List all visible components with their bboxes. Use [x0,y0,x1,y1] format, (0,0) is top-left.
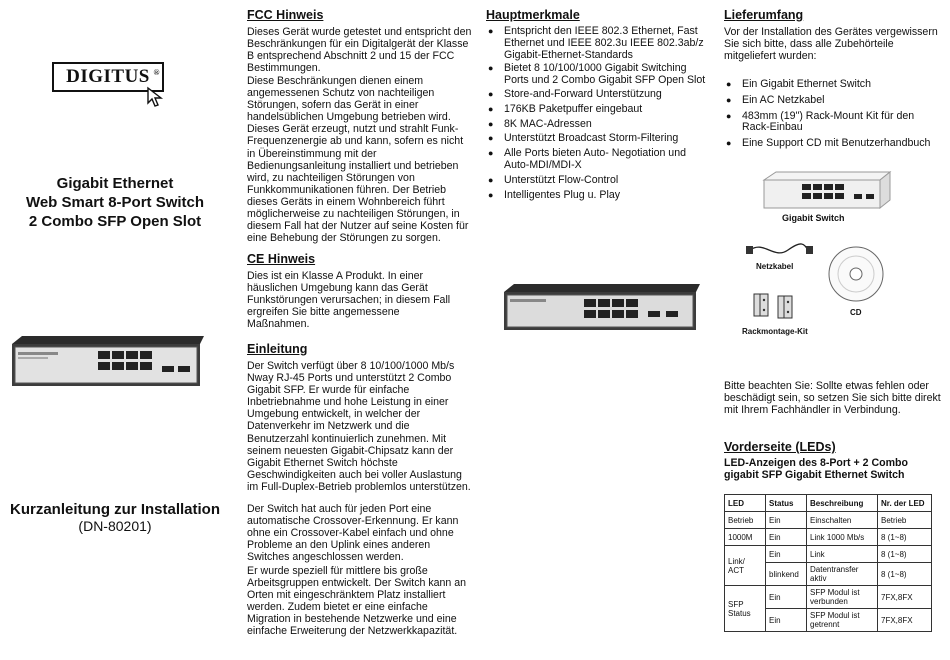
missing-items-note: Bitte beachten Sie: Sollte etwas fehlen oder beschädigt sein, so setzen Sie sich bitte direkt mit Ihrem Fachhändler in Verbindung. [724,380,941,417]
product-title-line-1: Gigabit Ethernet [56,175,174,192]
table-cell: 8 (1~8) [878,529,932,546]
table-cell: 8 (1~8) [878,546,932,563]
table-row [725,512,932,529]
fcc-heading: FCC Hinweis [247,8,324,22]
registered-mark: ® [153,68,160,77]
switch-image [504,284,700,332]
intro-heading: Einleitung [247,342,308,356]
table-cell: Ein [766,529,807,546]
power-cable-icon [744,238,814,262]
guide-title: Kurzanleitung zur Installation [9,501,220,518]
table-cell: Betrieb [878,512,932,529]
feature-item: ● Bietet 8 10/100/1000 Gigabit Switching Ports und 2 Combo Gigabit SFP Open Slot [486,63,711,87]
logo-text: DIGITUS [66,66,150,87]
led-table [724,494,932,632]
table-cell: Link 1000 Mb/s [807,529,878,546]
switch-image-label: Gigabit Switch [782,213,845,223]
ce-paragraph: Dies ist ein Klasse A Produkt. In einer häuslichen Umgebung kann das Gerät Funkstörungen verursachen; in diesem Fall ergreifen Sie bitte angemessene Maßnahmen. [247,270,451,331]
contents-item: ● Eine Support CD mit Benutzerhandbuch [724,138,939,150]
intro-paragraph-1: Der Switch verfügt über 8 10/100/1000 Mb/s Nway RJ-45 Ports und unterstützt 2 Combo Gigabit SFP. Er wurde für einfache Inbetriebnahme und hohe Leistung in einer Umgebung entwickelt, in welcher der Datenverkehr im Netzwerk und die Benutzerzahl kontinuierlich zunehmen. Mit seinem neuesten Gigabit-Chipsatz kann der Gigabit Ethernet Switch höchste Geschwindigkeiten auch bei voller Auslastung im Full-Duplex-Betrieb problemlos unterstützen. [247,360,471,493]
feature-item: ● Store-and-Forward Unterstützung [486,89,711,101]
feature-item: ● 8K MAC-Adressen [486,119,711,131]
intro-paragraph-3: Er wurde speziell für mittlere bis große Arbeitsgruppen entwickelt. Der Switch kann an Orten mit eingeschränktem Platz installiert werden. Zudem bietet er eine einfache Migration in bestehende Netzwerke und eine einfache Erweiterung der Netzwerkkapazität. [247,565,467,638]
cable-label: Netzkabel [756,262,794,271]
table-cell: SFP Status [725,586,766,632]
table-cell: Datentransfer aktiv [807,563,878,586]
rackmount-label: Rackmontage-Kit [742,327,808,336]
contents-item: ● Ein AC Netzkabel [724,95,939,107]
feature-item: ● Intelligentes Plug u. Play [486,190,711,202]
table-row [725,546,932,563]
feature-item: ● Entspricht den IEEE 802.3 Ethernet, Fast Ethernet und IEEE 802.3u IEEE 802.3ab/z Gigabit-Ethernet-Standards [486,26,711,61]
switch-image [12,336,204,388]
contents-heading: Lieferumfang [724,8,804,22]
front-panel-subheading: LED-Anzeigen des 8-Port + 2 Combo gigabit SFP Gigabit Ethernet Switch [724,457,908,482]
cursor-icon [146,86,168,108]
table-cell: blinkend [766,563,807,586]
table-cell: Ein [766,586,807,609]
front-panel-heading: Vorderseite (LEDs) [724,440,836,454]
table-header-row [725,495,932,512]
table-cell: Betrieb [725,512,766,529]
table-cell: SFP Modul ist verbunden [807,586,878,609]
table-cell: 7FX,8FX [878,609,932,632]
features-heading: Hauptmerkmale [486,8,580,22]
contents-intro: Vor der Installation des Gerätes vergewissern Sie sich bitte, dass alle Zubehörteile mitgeliefert wurden: [724,26,938,63]
table-cell: Ein [766,609,807,632]
feature-item: ● Unterstützt Flow-Control [486,175,711,187]
fcc-paragraph-2: Diese Beschränkungen dienen einem angemessenen Schutz von nachteiligen Störungen, sofern das Gerät in einer handelsüblichen Umgebung betrieben wird. Dieses Gerät erzeugt, nutzt und strahlt Funk-Frequenzenergie ab und kann, sofern es nicht in Übereinstimmung mit der Bedienungsanleitung installiert und betrieben wird, zu nachteiligen Störungen von Funkkommunikationen führen. Der Betrieb dieses Geräts in einem Wohnbereich führt möglicherweise zu nachteiligen Störungen, in diesem Fall hat der Nutzer auf seine Kosten für eine Behebung der Störungen zu sorgen. [247,75,469,245]
col-header: Nr. der LED [878,495,932,512]
table-cell: Ein [766,546,807,563]
features-list [486,26,711,201]
product-title-line-2: Web Smart 8-Port Switch [25,194,205,211]
cd-label: CD [850,308,862,317]
table-row [725,586,932,609]
table-cell: 7FX,8FX [878,586,932,609]
col-header: Status [766,495,807,512]
product-title-line-3: 2 Combo SFP Open Slot [28,213,202,230]
table-cell: Link/ ACT [725,546,766,586]
feature-item: ● Unterstützt Broadcast Storm-Filtering [486,133,711,145]
intro-paragraph-2: Der Switch hat auch für jeden Port eine automatische Crossover-Erkennung. Er kann ohne ein Crossover-Kabel einfach und ohne Probleme an den Uplink eines anderen Switches angeschlossen werden. [247,503,459,564]
table-cell: Einschalten [807,512,878,529]
table-cell: 1000M [725,529,766,546]
ce-heading: CE Hinweis [247,252,316,266]
rackmount-kit-icon [750,290,798,322]
contents-list [724,79,939,150]
table-cell: 8 (1~8) [878,563,932,586]
table-cell: Ein [766,512,807,529]
col-header: LED [725,495,766,512]
cd-icon [824,244,888,306]
table-row [725,529,932,546]
feature-item: ● Alle Ports bieten Auto- Negotiation und Auto-MDI/MDI-X [486,148,711,172]
contents-item: ● 483mm (19") Rack-Mount Kit für den Rack-Einbau [724,111,939,135]
table-cell: Link [807,546,878,563]
feature-item: ● 176KB Paketpuffer eingebaut [486,104,711,116]
contents-item: ● Ein Gigabit Ethernet Switch [724,79,939,91]
table-cell: SFP Modul ist getrennt [807,609,878,632]
model-number: (DN-80201) [78,518,152,534]
col-header: Beschreibung [807,495,878,512]
package-switch-image [762,170,892,218]
fcc-paragraph-1: Dieses Gerät wurde getestet und entspricht den Beschränkungen für ein Digitalgerät der Klasse B entsprechend Abschnitt 2 und 15 der FCC Bestimmungen. [247,26,472,75]
